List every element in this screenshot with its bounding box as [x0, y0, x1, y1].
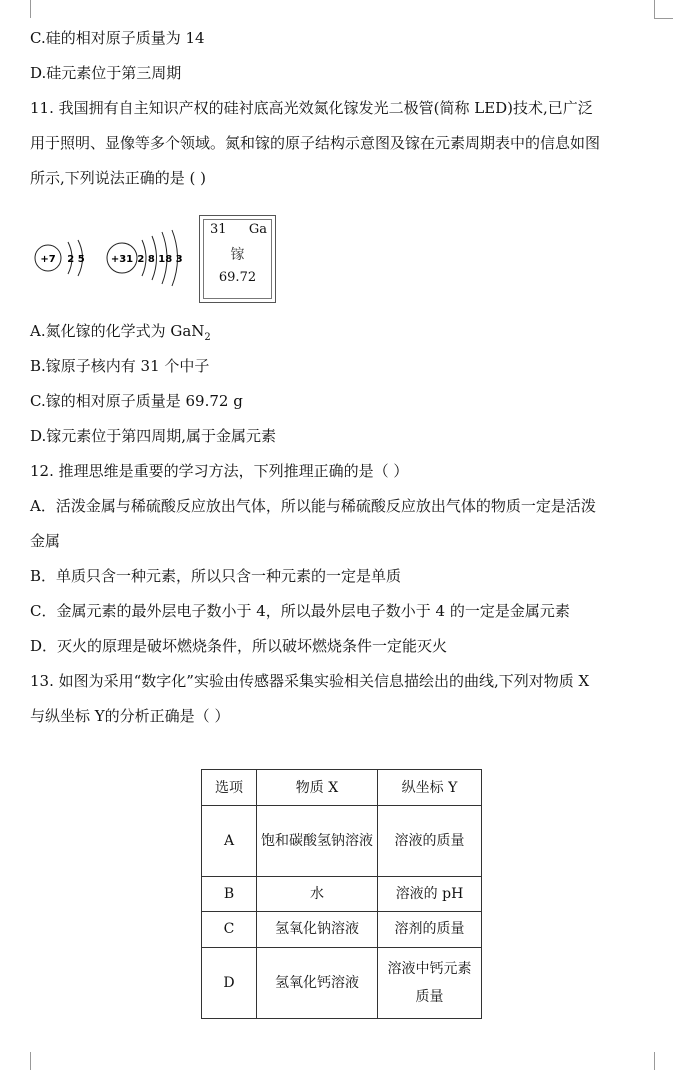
q12-option-c: C．金属元素的最外层电子数小于 4，所以最外层电子数小于 4 的一定是金属元素	[30, 602, 570, 620]
nitrogen-nucleus-label: +7	[40, 254, 56, 265]
row-d-option: D	[202, 948, 257, 1019]
nitrogen-atom-diagram	[35, 240, 85, 276]
nitrogen-shells-label: 2 5	[67, 254, 85, 265]
row-d-substance: 氢氧化钙溶液	[257, 948, 378, 1019]
header-substance-x: 物质 X	[257, 770, 378, 806]
header-option: 选项	[202, 770, 257, 806]
corner-mark-bottom-right	[654, 1052, 655, 1070]
q13-options-table	[201, 769, 482, 1019]
corner-mark-bottom-left	[30, 1052, 31, 1070]
gallium-shells-label: 2 8 18 3	[137, 254, 183, 265]
q11-stem-line3: 所示,下列说法正确的是 ( )	[30, 169, 207, 187]
table-row	[202, 806, 482, 877]
atom-structure-diagrams	[30, 228, 220, 288]
q11-option-d: D.镓元素位于第四周期,属于金属元素	[30, 427, 277, 445]
table-row	[202, 948, 482, 1019]
q10-option-d: D.硅元素位于第三周期	[30, 64, 182, 82]
q11-stem-line1: 11. 我国拥有自主知识产权的硅衬底高光效氮化镓发光二极管(简称 LED)技术,已广泛	[30, 99, 593, 117]
q11-option-c: C.镓的相对原子质量是 69.72 g	[30, 392, 243, 410]
row-c-substance: 氢氧化钠溶液	[257, 911, 378, 947]
row-d-y: 溶液中钙元素质量	[378, 948, 482, 1019]
element-symbol: Ga	[248, 222, 267, 237]
row-a-y: 溶液的质量	[378, 806, 482, 877]
atomic-number: 31	[210, 222, 227, 237]
q10-option-c: C.硅的相对原子质量为 14	[30, 29, 205, 47]
q11-stem-line2: 用于照明、显像等多个领域。氮和镓的原子结构示意图及镓在元素周期表中的信息如图	[30, 134, 601, 152]
q11-option-a	[30, 321, 211, 348]
row-a-option: A	[202, 806, 257, 877]
atomic-mass: 69.72	[218, 270, 257, 285]
row-b-y: 溶液的 pH	[378, 877, 482, 911]
gallium-atom-diagram	[107, 230, 183, 286]
table-header-row	[202, 770, 482, 806]
q12-option-b: B．单质只含一种元素，所以只含一种元素的一定是单质	[30, 567, 402, 585]
q13-stem-line1: 13. 如图为采用“数字化”实验由传感器采集实验相关信息描绘出的曲线,下列对物质 X	[30, 672, 590, 690]
row-b-substance: 水	[257, 877, 378, 911]
table-row	[202, 877, 482, 911]
q11-option-b: B.镓原子核内有 31 个中子	[30, 357, 210, 375]
q12-stem: 12. 推理思维是重要的学习方法，下列推理正确的是（ ）	[30, 462, 409, 480]
element-name: 镓	[230, 247, 245, 263]
gallium-nucleus-label: +31	[110, 254, 134, 265]
corner-mark-top-left	[30, 0, 31, 18]
header-y-axis: 纵坐标 Y	[378, 770, 482, 806]
q12-option-d: D．灭火的原理是破坏燃烧条件，所以破坏燃烧条件一定能灭火	[30, 637, 448, 655]
q11-option-a-subscript: 2	[204, 332, 211, 343]
table-row	[202, 911, 482, 947]
row-c-y: 溶剂的质量	[378, 911, 482, 947]
q12-option-a-line1: A．活泼金属与稀硫酸反应放出气体，所以能与稀硫酸反应放出气体的物质一定是活泼	[30, 497, 596, 515]
q11-option-a-text: A.氮化镓的化学式为 GaN	[30, 322, 205, 340]
row-c-option: C	[202, 911, 257, 947]
q12-option-a-line2: 金属	[30, 532, 61, 550]
q13-stem-line2: 与纵坐标 Y的分析正确是（ ）	[30, 707, 230, 725]
row-b-option: B	[202, 877, 257, 911]
corner-mark-top-right	[654, 0, 673, 19]
periodic-table-cell	[199, 215, 276, 303]
row-a-substance: 饱和碳酸氢钠溶液	[257, 806, 378, 877]
